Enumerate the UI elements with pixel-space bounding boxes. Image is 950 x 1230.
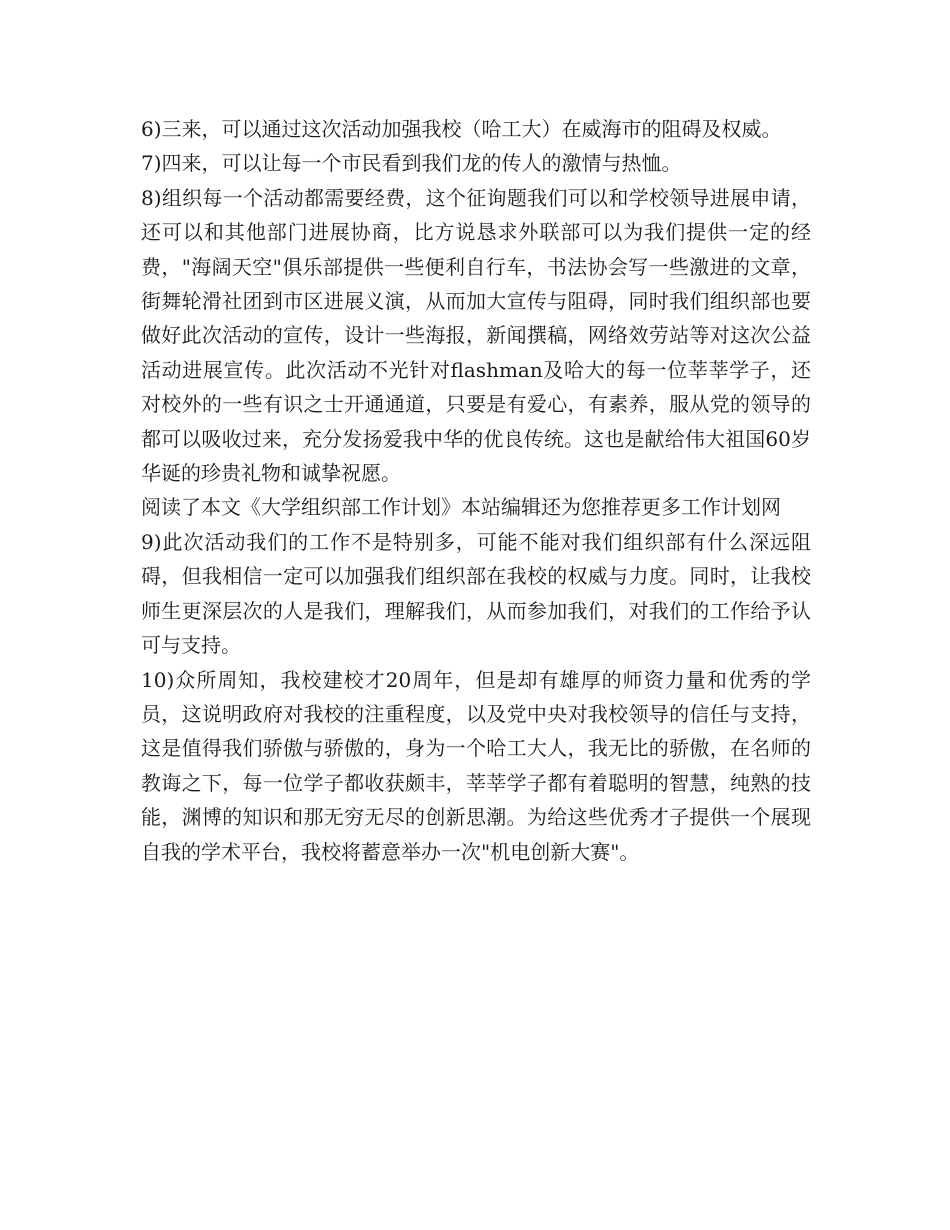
paragraph-item-8: 8)组织每一个活动都需要经费，这个征询题我们可以和学校领导进展申请，还可以和其他部门进展协商，比方说恳求外联部可以为我们提供一定的经费，"海阔天空"俱乐部提供一些便利自行车，书法协会写一些激进的文章，街舞轮滑社团到市区进展义演，从而加大宣传与阻碍，同时我们组织部也要做好此次活动的宣传，设计一些海报，新闻撰稿，网络效劳站等对这次公益活动进展宣传。此次活动不光针对flashman及哈大的每一位莘莘学子，还对校外的一些有识之士开通通道，只要是有爱心，有素养，服从党的领导的都可以吸收过来，充分发扬爱我中华的优良传统。这也是献给伟大祖国60岁华诞的珍贵礼物和诚挚祝愿。: [141, 185, 811, 486]
document-body: [141, 112, 811, 869]
paragraph-item-6: 6)三来，可以通过这次活动加强我校（哈工大）在威海市的阻碍及权威。: [141, 117, 782, 141]
paragraph-item-10: 10)众所周知，我校建校才20周年，但是却有雄厚的师资力量和优秀的学员，这说明政府对我校的注重程度，以及党中央对我校领导的信任与支持，这是值得我们骄傲与骄傲的，身为一个哈工大人，我无比的骄傲，在名师的教诲之下，每一位学子都收获颇丰，莘莘学子都有着聪明的智慧，纯熟的技能，渊博的知识和那无穷无尽的创新思潮。为给这些优秀才子提供一个展现自我的学术平台，我校将蓄意举办一次"机电创新大赛"。: [141, 667, 811, 864]
paragraph-item-7: 7)四来，可以让每一个市民看到我们龙的传人的激情与热恤。: [141, 151, 682, 176]
recommendation-line: 阅读了本文《大学组织部工作计划》本站编辑还为您推荐更多工作计划网: [141, 495, 781, 520]
paragraph-item-9: 9)此次活动我们的工作不是特别多，可能不能对我们组织部有什么深远阻碍，但我相信一定可以加强我们组织部在我校的权威与力度。同时，让我校师生更深层次的人是我们，理解我们，从而参加我们，对我们的工作给予认可与支持。: [141, 529, 811, 658]
